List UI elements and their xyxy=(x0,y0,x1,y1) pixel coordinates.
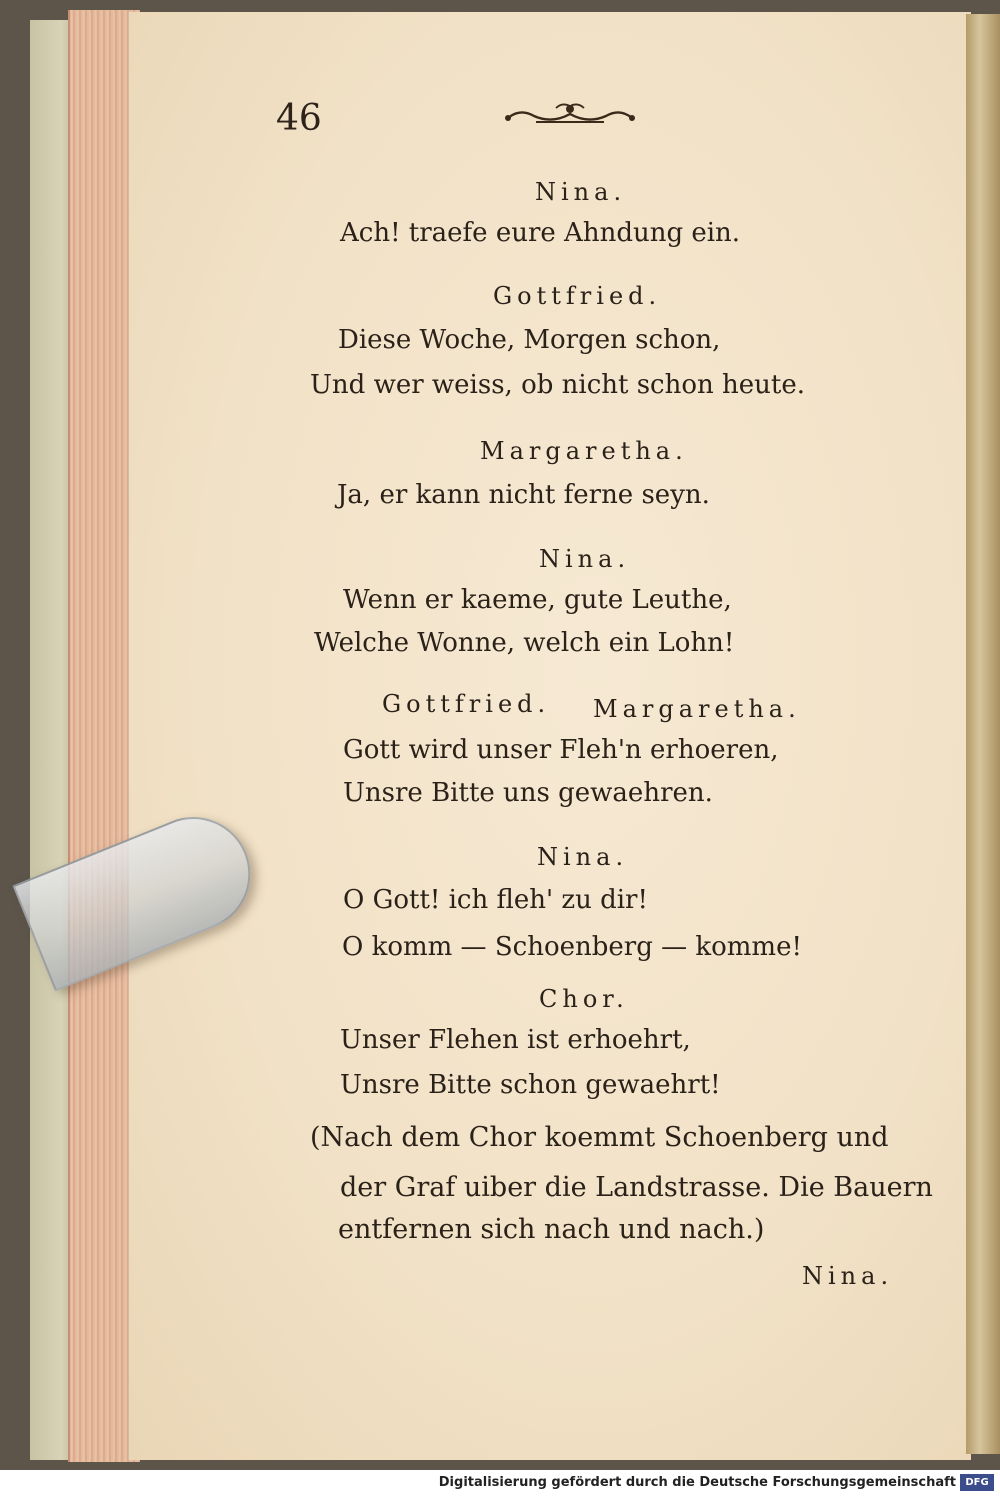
speaker-nina: Nina. xyxy=(539,545,631,573)
speaker-margaretha: Margaretha. xyxy=(480,437,688,465)
speaker-nina: Nina. xyxy=(537,843,629,871)
dfg-logo-icon: DFG xyxy=(960,1474,994,1491)
page-number: 46 xyxy=(276,98,322,139)
verse-line: Welche Wonne, welch ein Lohn! xyxy=(314,628,735,658)
verse-line: Gott wird unser Fleh'n erhoeren, xyxy=(343,735,779,765)
stage-direction: (Nach dem Chor koemmt Schoenberg und xyxy=(310,1122,889,1153)
verse-line: O komm — Schoenberg — komme! xyxy=(342,932,802,962)
speaker-gottfried: Gottfried. xyxy=(382,690,551,718)
footer-credit: Digitalisierung gefördert durch die Deutsche Forschungsgemeinschaft xyxy=(438,1475,956,1490)
ornament-icon xyxy=(500,100,640,132)
verse-line: Ach! traefe eure Ahndung ein. xyxy=(340,218,741,248)
verse-line: Ja, er kann nicht ferne seyn. xyxy=(337,480,710,510)
facing-page-edge xyxy=(966,14,1000,1454)
verse-line: Wenn er kaeme, gute Leuthe, xyxy=(343,585,732,615)
speaker-nina: Nina. xyxy=(535,178,627,206)
verse-line: Und wer weiss, ob nicht schon heute. xyxy=(310,370,806,400)
catchword: Nina. xyxy=(802,1262,894,1290)
speaker-gottfried: Gottfried. xyxy=(493,282,662,310)
verse-line: Unsre Bitte schon gewaehrt! xyxy=(340,1070,721,1100)
verse-line: Diese Woche, Morgen schon, xyxy=(338,325,721,355)
verse-line: O Gott! ich fleh' zu dir! xyxy=(343,885,648,915)
footer xyxy=(0,1470,1000,1497)
verse-line: Unser Flehen ist erhoehrt, xyxy=(340,1025,691,1055)
stage-direction: entfernen sich nach und nach.) xyxy=(338,1214,765,1245)
stage-direction: der Graf uiber die Landstrasse. Die Bauern xyxy=(340,1172,933,1203)
verse-line: Unsre Bitte uns gewaehren. xyxy=(343,778,713,808)
speaker-margaretha: Margaretha. xyxy=(593,695,801,723)
speaker-chor: Chor. xyxy=(539,985,629,1013)
